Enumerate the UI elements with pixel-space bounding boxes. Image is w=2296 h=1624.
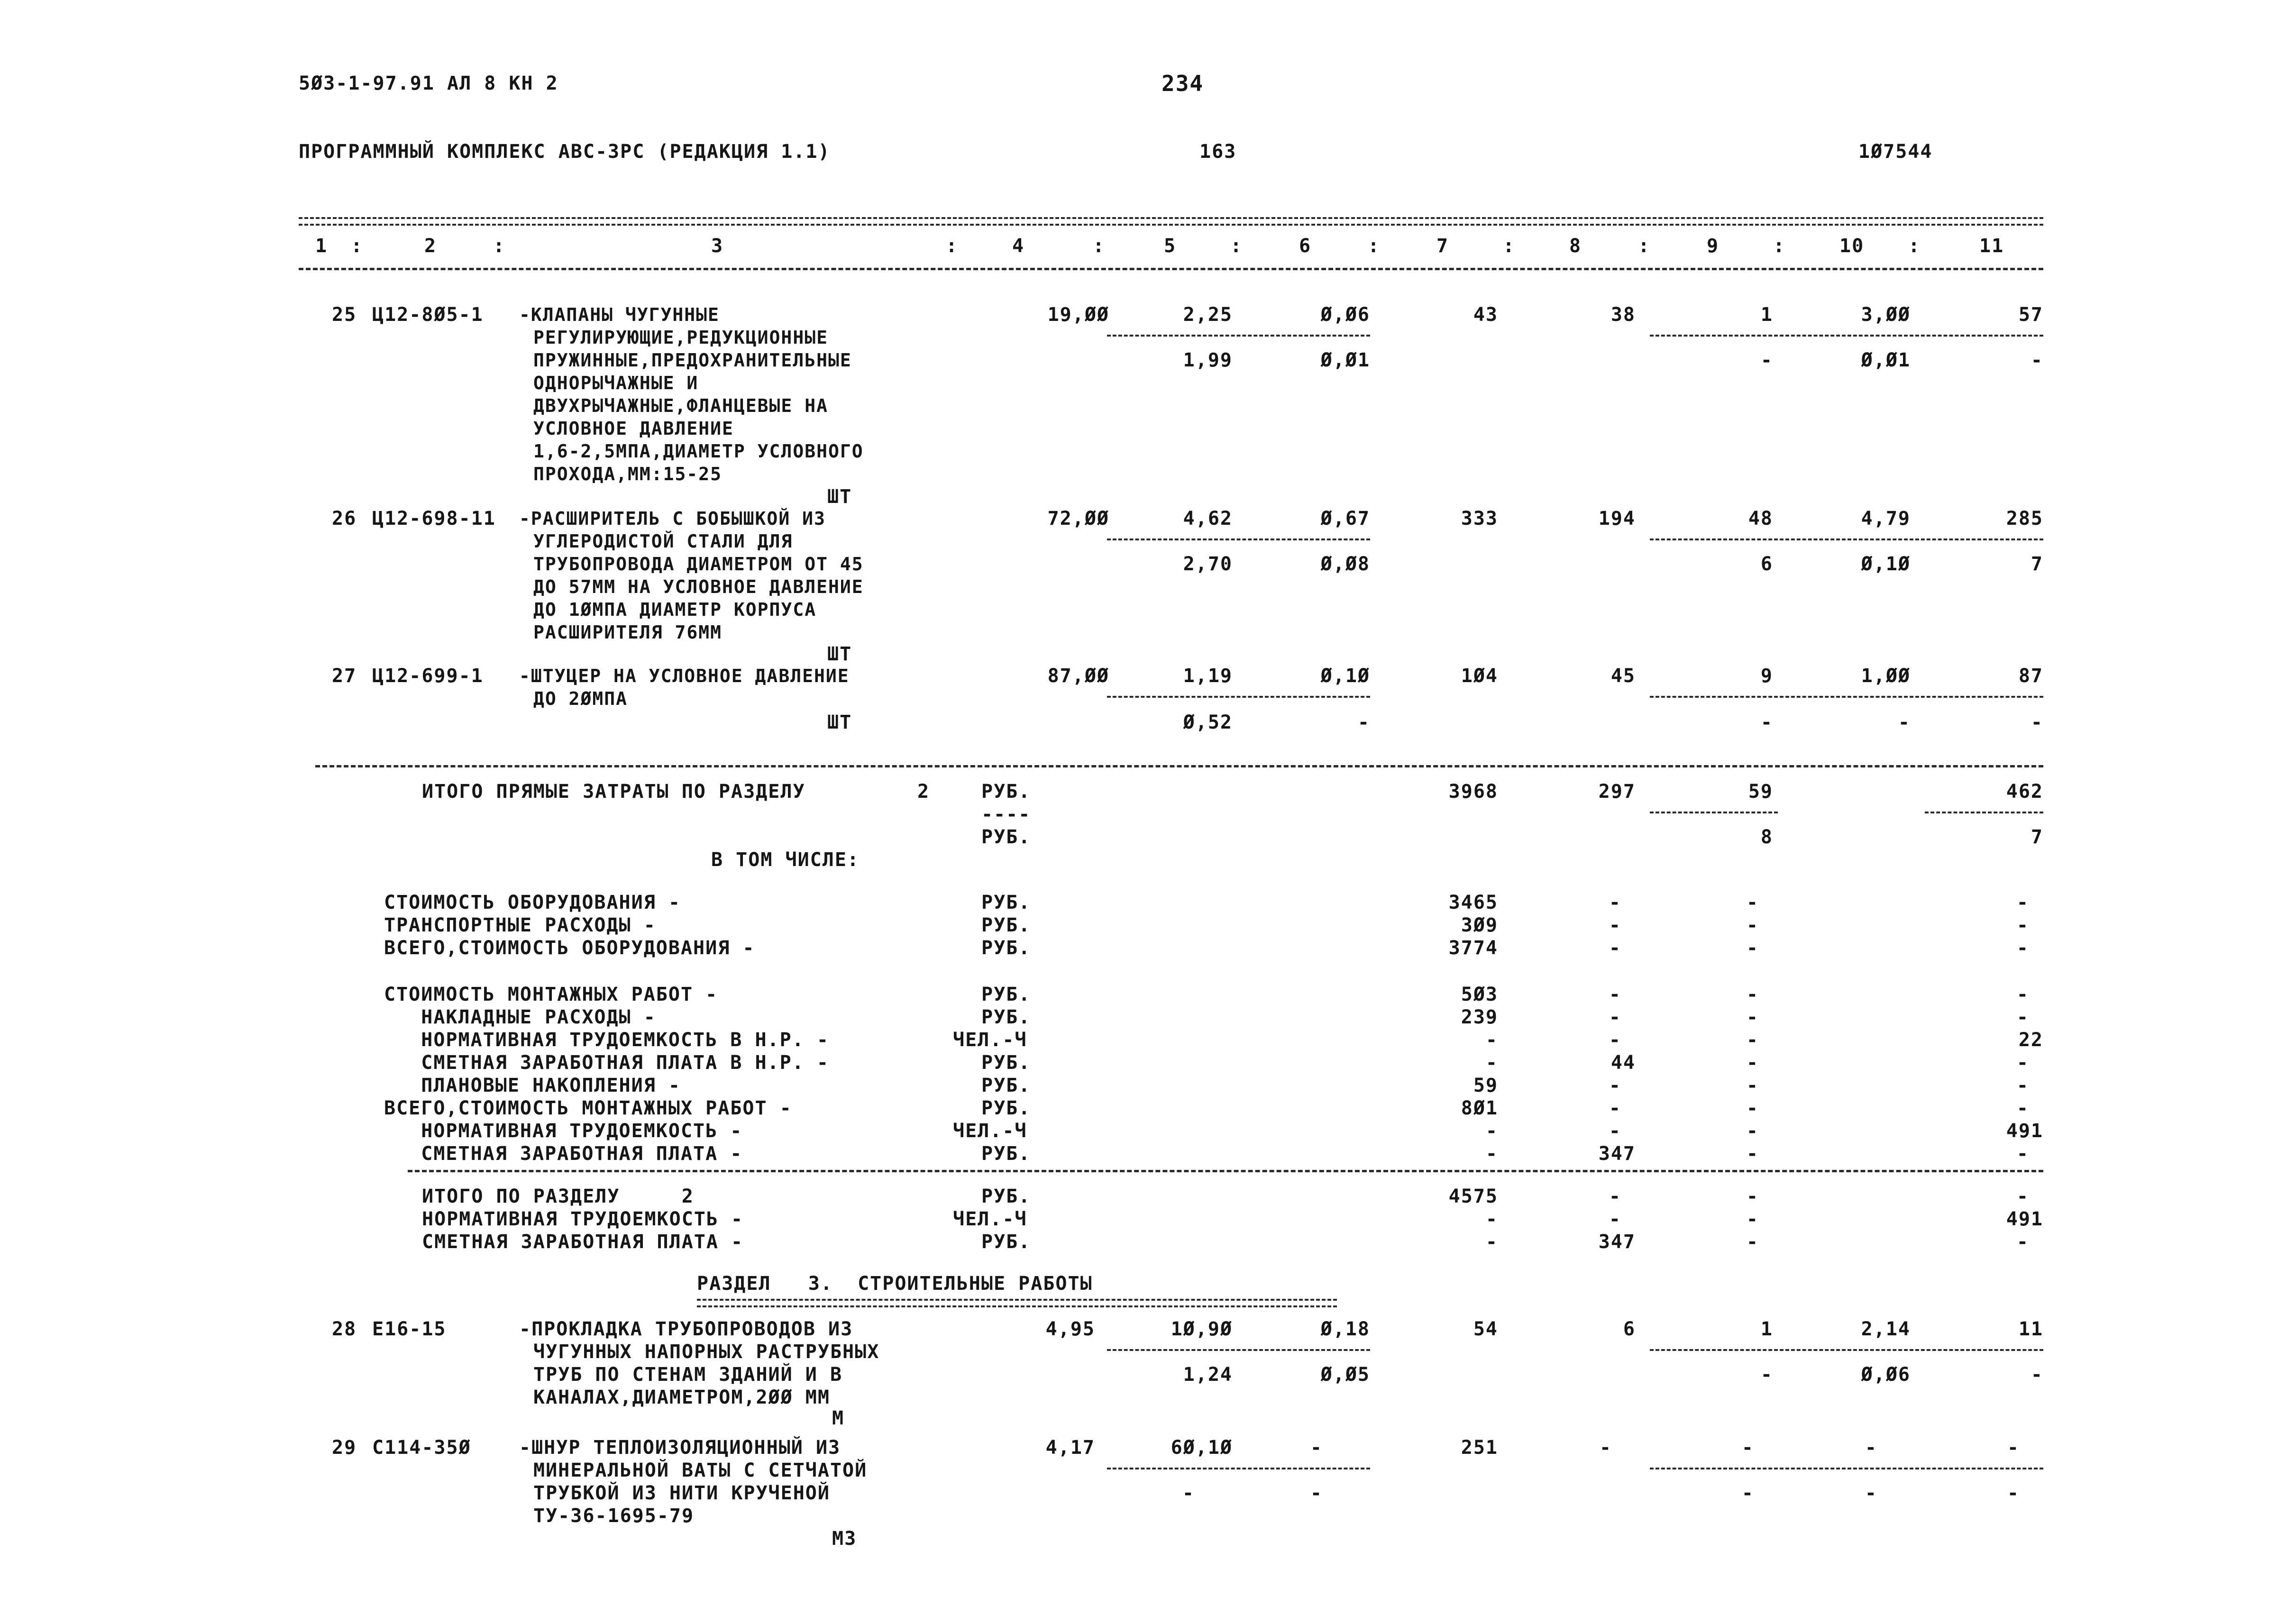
col-11: 11: [1979, 235, 2004, 257]
item-code: Ц12-698-11: [372, 508, 496, 529]
section-3-title: РАЗДЕЛ 3. СТРОИТЕЛЬНЫЕ РАБОТЫ: [697, 1273, 1093, 1295]
cell-c6: -: [1310, 1437, 1323, 1459]
cell-c8: 194: [1598, 508, 1636, 529]
item-unit: ШТ: [827, 643, 852, 665]
cell-c4: 19,ØØ: [1047, 304, 1109, 326]
item-unit: М3: [832, 1528, 857, 1550]
col-10: 10: [1839, 235, 1865, 257]
col-5: 5: [1164, 235, 1177, 257]
cell-c9: 9: [1760, 665, 1773, 687]
cell-c5: 1,19: [1183, 665, 1233, 687]
cell-c4: 4,17: [1045, 1437, 1095, 1459]
item-code: Ц12-8Ø5-1: [372, 304, 484, 326]
direct-section: 2: [917, 781, 930, 803]
sheet-number: 163: [1199, 141, 1237, 163]
cell-c4: 87,ØØ: [1047, 665, 1109, 687]
cell-c5: 6Ø,1Ø: [1171, 1437, 1233, 1459]
item-num: 29: [332, 1437, 357, 1459]
cell-c6: Ø,1Ø: [1320, 665, 1370, 687]
estimate-code: 1Ø7544: [1858, 141, 1933, 163]
cell-c4: 72,ØØ: [1047, 508, 1109, 529]
cell-c11: 11: [2018, 1318, 2043, 1340]
item-num: 28: [332, 1318, 357, 1340]
cell-c9: -: [1741, 1437, 1754, 1459]
including-label: В ТОМ ЧИСЛЕ:: [711, 849, 860, 871]
direct-unit: РУБ.: [981, 781, 1031, 803]
page-number: 234: [1162, 71, 1204, 96]
cell-c7: 43: [1473, 304, 1498, 326]
item-desc: -ПРОКЛАДКА ТРУБОПРОВОДОВ ИЗ: [519, 1318, 853, 1340]
cell-c8: -: [1599, 1437, 1612, 1459]
section-total-rule: [408, 1170, 2043, 1172]
cell-c8: 38: [1610, 304, 1636, 326]
program-title: ПРОГРАММНЫЙ КОМПЛЕКС АВС-3РС (РЕДАКЦИЯ 1.1): [299, 141, 831, 163]
col-9: 9: [1707, 235, 1720, 257]
item-code: С114-35Ø: [372, 1437, 471, 1459]
cell-c5: 2,25: [1183, 304, 1233, 326]
cell-c6: Ø,18: [1320, 1318, 1370, 1340]
item-code: Е16-15: [372, 1318, 447, 1340]
cell-c7: 251: [1461, 1437, 1498, 1459]
col-2: 2: [424, 235, 437, 257]
cell-c7: 54: [1473, 1318, 1498, 1340]
col-6: 6: [1299, 235, 1312, 257]
cell-c10: -: [1865, 1437, 1877, 1459]
item-num: 27: [332, 665, 357, 687]
cell-c8: 6: [1623, 1318, 1636, 1340]
cell-c6: Ø,Ø6: [1320, 304, 1370, 326]
cell-c10: 2,14: [1861, 1318, 1911, 1340]
cell-c5: 4,62: [1183, 508, 1233, 529]
cell-c10: 4,79: [1861, 508, 1911, 529]
item-num: 25: [332, 304, 357, 326]
col-4: 4: [1012, 235, 1025, 257]
item-desc: -ШТУЦЕР НА УСЛОВНОЕ ДАВЛЕНИЕ: [519, 666, 850, 686]
cell-c6: Ø,67: [1320, 508, 1370, 529]
item-num: 26: [332, 508, 357, 529]
cell-c7: 333: [1461, 508, 1498, 529]
totals-rule: [315, 765, 2043, 767]
col-3: 3: [711, 235, 724, 257]
header-bottom-rule: [299, 268, 2043, 270]
cell-c10: 1,ØØ: [1861, 665, 1911, 687]
cell-c5: 1Ø,9Ø: [1171, 1318, 1233, 1340]
item-unit: М: [832, 1407, 845, 1429]
cell-c11: 87: [2018, 665, 2043, 687]
cell-c7: 1Ø4: [1461, 665, 1498, 687]
item-desc: -КЛАПАНЫ ЧУГУННЫЕ: [519, 304, 720, 325]
item-code: Ц12-699-1: [372, 665, 484, 687]
item-unit: ШТ: [827, 712, 852, 733]
cell-c9: 1: [1760, 304, 1773, 326]
col-1: 1: [315, 235, 328, 257]
item-desc: -ШНУР ТЕПЛОИЗОЛЯЦИОННЫЙ ИЗ: [519, 1437, 841, 1459]
cell-c4: 4,95: [1045, 1318, 1095, 1340]
cell-c11: -: [2007, 1437, 2020, 1459]
cell-c9: 1: [1760, 1318, 1773, 1340]
direct-label: ИТОГО ПРЯМЫЕ ЗАТРАТЫ ПО РАЗДЕЛУ: [422, 781, 805, 803]
cell-c11: 285: [2006, 508, 2043, 529]
col-7: 7: [1436, 235, 1449, 257]
cell-c8: 45: [1610, 665, 1636, 687]
col-8: 8: [1569, 235, 1582, 257]
cell-c9: 48: [1748, 508, 1773, 529]
section-3-underline: [697, 1299, 1337, 1307]
item-unit: ШТ: [827, 486, 852, 508]
header-top-rule: [299, 217, 2043, 226]
item-desc: -РАСШИРИТЕЛЬ С БОБЫШКОЙ ИЗ: [519, 508, 826, 529]
cell-c11: 57: [2018, 304, 2043, 326]
cell-c10: 3,ØØ: [1861, 304, 1911, 326]
doc-code: 5Ø3-1-97.91 АЛ 8 КН 2: [299, 73, 558, 94]
